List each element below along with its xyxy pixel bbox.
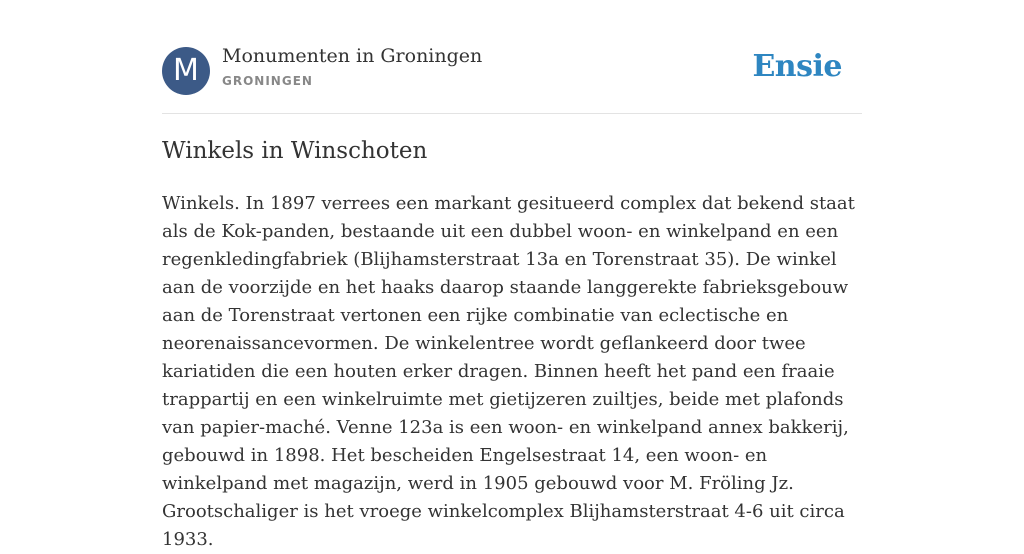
- avatar[interactable]: M: [162, 47, 210, 95]
- site-title[interactable]: Monumenten in Groningen: [222, 45, 483, 67]
- article-body: Winkels. In 1897 verrees een markant gesitueerd complex dat bekend staat als de Kok-panden, bestaande uit een dubbel woon- en winkelpand en een regenkledingfabriek (Blijhamsterstraat 13a en Torenstraat 35). De winkel aan de voorzijde en het haaks daarop staande langgerekte fabrieksgebouw aan de Torenstraat vertonen een rijke combinatie van eclectische en neorenaissancevormen. De winkelentree wordt geflankeerd door twee kariatiden die een houten erker dragen. Binnen heeft het pand een fraaie trappartij en een winkelruimte met gietijzeren zuiltjes, beide met plafonds van papier-maché. Venne 123a is een woon- en winkelpand annex bakkerij, gebouwd in 1898. Het bescheiden Engelsestraat 14, een woon- en winkelpand met magazijn, werd in 1905 gebouwd voor M. Fröling Jz. Grootschaliger is het vroege winkelcomplex Blijhamsterstraat 4-6 uit circa 1933.: [162, 193, 855, 550]
- brand-logo[interactable]: Ensie: [752, 49, 842, 84]
- content-container: [162, 0, 862, 550]
- site-header: [162, 0, 862, 114]
- site-subtitle[interactable]: GRONINGEN: [222, 74, 313, 88]
- article-title: Winkels in Winschoten: [162, 138, 428, 164]
